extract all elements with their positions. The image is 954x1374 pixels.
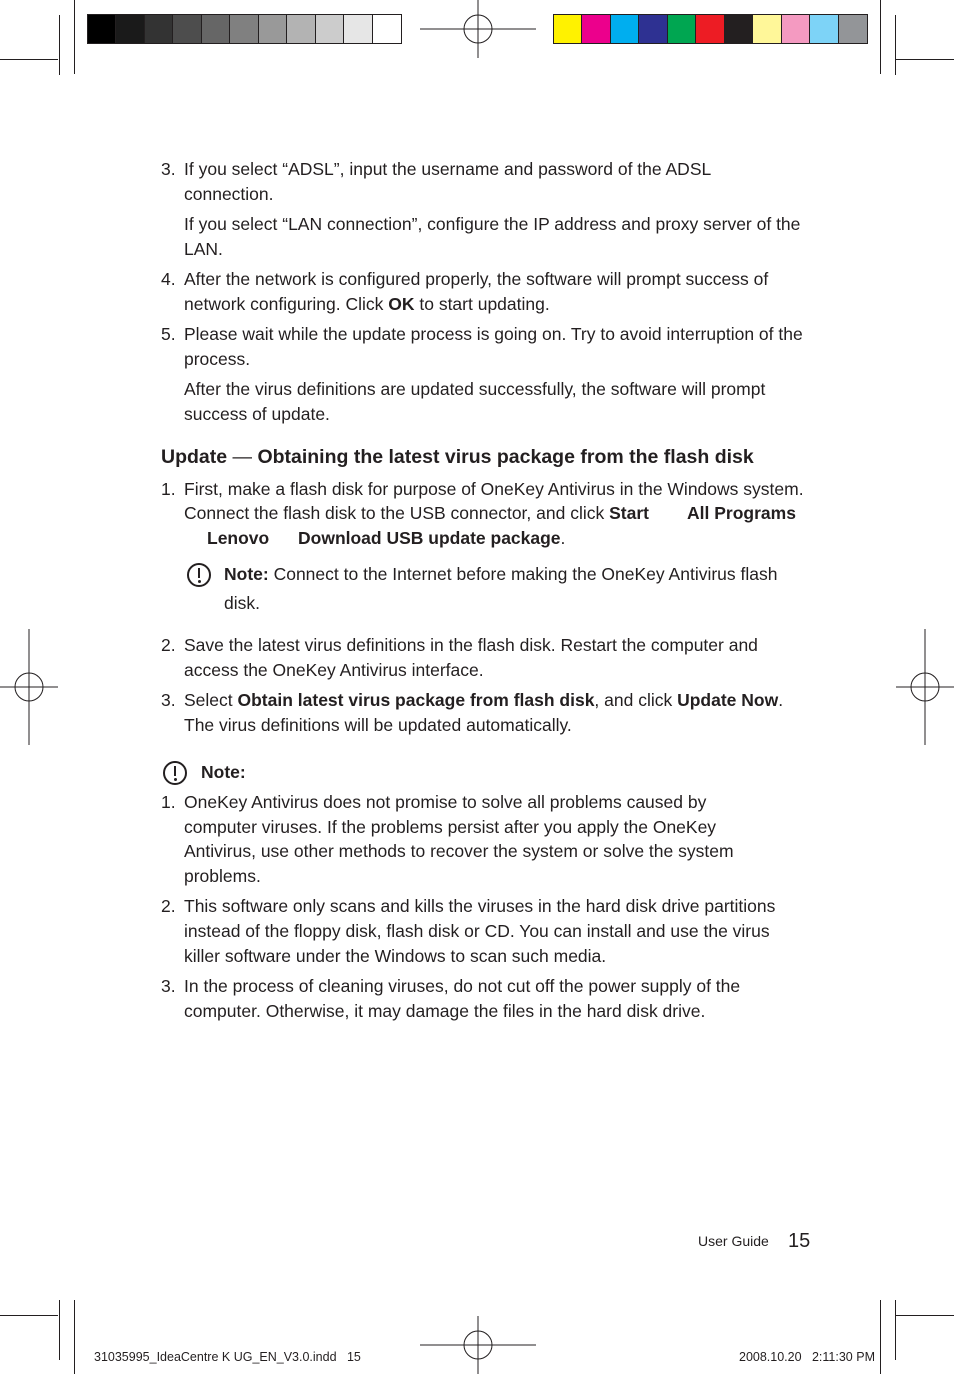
crop-line xyxy=(0,59,58,60)
color-swatch-bar xyxy=(553,14,868,44)
list-number: 3. xyxy=(161,159,176,179)
color-swatch xyxy=(287,15,315,43)
color-swatch xyxy=(230,15,258,43)
attention-icon xyxy=(163,761,187,785)
list-item-text: computer. Otherwise, it may damage the files in the hard disk drive. xyxy=(184,1001,706,1021)
menu-path-all-programs: All Programs xyxy=(687,503,796,523)
list-item-text: process. xyxy=(184,349,251,369)
section-heading: Update — Obtaining the latest virus package from the flash disk xyxy=(161,446,754,468)
list-item-text: LAN. xyxy=(184,239,223,259)
list-item-text: First, make a flash disk for purpose of OneKey Antivirus in the Windows system. xyxy=(184,479,804,499)
list-number: 2. xyxy=(161,896,176,916)
slug-date: 2008.10.20 2:11:30 PM xyxy=(739,1350,875,1364)
gray-swatch-bar xyxy=(87,14,402,44)
list-item-text: Please wait while the update process is going on. Try to avoid interruption of the xyxy=(184,324,803,344)
footer-guide-label: User Guide xyxy=(698,1233,769,1249)
color-swatch xyxy=(753,15,781,43)
menu-path-lenovo: Lenovo xyxy=(207,528,270,548)
list-number: 4. xyxy=(161,269,176,289)
color-swatch xyxy=(725,15,753,43)
color-swatch xyxy=(810,15,838,43)
list-item-text: Save the latest virus definitions in the flash disk. Restart the computer and xyxy=(184,635,758,655)
crop-line xyxy=(74,1300,75,1374)
crop-line xyxy=(895,1300,896,1360)
list-item-text: Connect the flash disk to the USB connector, and click Start xyxy=(184,503,649,523)
crop-line xyxy=(74,0,75,74)
list-item-text: OneKey Antivirus does not promise to solve all problems caused by xyxy=(184,792,707,812)
list-item-text: killer software under the Windows to scan such media. xyxy=(184,946,607,966)
crop-line xyxy=(0,1315,58,1316)
list-item-text: This software only scans and kills the viruses in the hard disk drive partitions xyxy=(184,896,776,916)
color-swatch xyxy=(782,15,810,43)
color-swatch xyxy=(839,15,867,43)
crop-line xyxy=(895,15,896,75)
list-item-text: connection. xyxy=(184,184,274,204)
registration-target-icon xyxy=(896,629,954,745)
list-item-text: Select Obtain latest virus package from flash disk, and click Update Now. xyxy=(184,690,784,710)
color-swatch xyxy=(116,15,144,43)
list-item-text: computer viruses. If the problems persist after you apply the OneKey xyxy=(184,817,717,837)
list-number: 3. xyxy=(161,976,176,996)
registration-target-icon xyxy=(420,1316,536,1374)
list-item-text: If you select “LAN connection”, configure the IP address and proxy server of the xyxy=(184,214,801,234)
menu-path-start: Start xyxy=(609,503,649,523)
slug-file-name: 31035995_IdeaCentre K UG_EN_V3.0.indd 15 xyxy=(94,1350,361,1364)
note-text: disk. xyxy=(224,593,260,613)
color-swatch xyxy=(88,15,116,43)
crop-line xyxy=(896,1315,954,1316)
registration-target-icon xyxy=(420,0,536,58)
list-number: 1. xyxy=(161,792,176,812)
list-item-text: problems. xyxy=(184,866,261,886)
color-swatch xyxy=(173,15,201,43)
crop-line xyxy=(880,1300,881,1374)
list-item-text: network configuring. Click OK to start updating. xyxy=(184,294,550,314)
list-item-text: In the process of cleaning viruses, do not cut off the power supply of the xyxy=(184,976,741,996)
list-number: 2. xyxy=(161,635,176,655)
list-item-text: access the OneKey Antivirus interface. xyxy=(184,660,484,680)
color-swatch xyxy=(259,15,287,43)
color-swatch xyxy=(611,15,639,43)
list-number: 5. xyxy=(161,324,176,344)
note-label: Note: xyxy=(201,762,246,782)
list-item-text: success of update. xyxy=(184,404,330,424)
color-swatch xyxy=(554,15,582,43)
crop-line xyxy=(59,1300,60,1360)
color-swatch xyxy=(582,15,610,43)
crop-line xyxy=(880,0,881,74)
crop-line xyxy=(59,15,60,75)
color-swatch xyxy=(639,15,667,43)
registration-target-icon xyxy=(0,629,58,745)
list-item-text: instead of the floppy disk, flash disk or CD. You can install and use the virus xyxy=(184,921,770,941)
crop-line xyxy=(896,59,954,60)
note-text: Note: Connect to the Internet before making the OneKey Antivirus flash xyxy=(224,564,778,584)
color-swatch xyxy=(344,15,372,43)
color-swatch xyxy=(316,15,344,43)
attention-icon xyxy=(187,563,211,587)
list-item-text: After the network is configured properly, the software will prompt success of xyxy=(184,269,769,289)
color-swatch xyxy=(145,15,173,43)
color-swatch xyxy=(668,15,696,43)
list-item-text: After the virus definitions are updated successfully, the software will prompt xyxy=(184,379,766,399)
list-item-text: The virus definitions will be updated automatically. xyxy=(184,715,572,735)
list-number: 3. xyxy=(161,690,176,710)
color-swatch xyxy=(696,15,724,43)
page-number: 15 xyxy=(788,1230,811,1252)
menu-path-download: Download USB update package. xyxy=(298,528,566,548)
color-swatch xyxy=(373,15,401,43)
list-number: 1. xyxy=(161,479,176,499)
color-swatch xyxy=(202,15,230,43)
list-item-text: If you select “ADSL”, input the username and password of the ADSL xyxy=(184,159,712,179)
list-item-text: Antivirus, use other methods to recover the system or solve the system xyxy=(184,841,734,861)
